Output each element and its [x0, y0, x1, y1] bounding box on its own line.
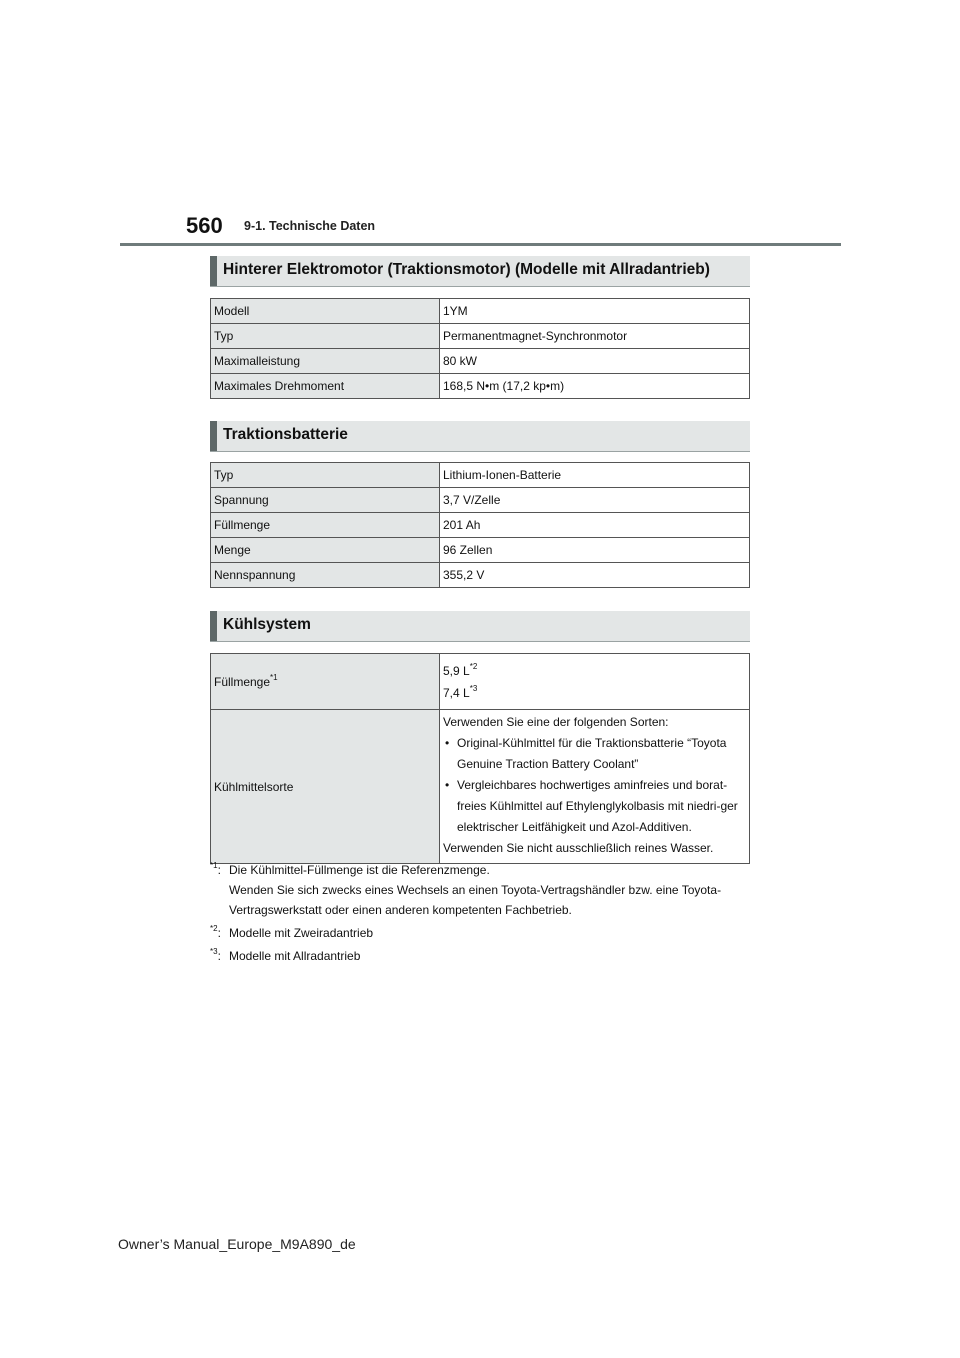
heading-accent-bar [210, 256, 217, 286]
row-label: Maximalleistung [211, 349, 440, 374]
rear-motor-heading [210, 256, 750, 287]
coolant-warning: Verwenden Sie nicht ausschließlich reines Wasser. [443, 841, 714, 855]
row-value: 201 Ah [440, 513, 750, 538]
footnote-text: Die Kühlmittel-Füllmenge ist die Referenzmenge. [229, 863, 490, 877]
row-label: Modell [211, 299, 440, 324]
footnote [210, 946, 750, 966]
table-row [211, 654, 750, 710]
cooling-table [210, 653, 750, 864]
table-row [211, 374, 750, 399]
cooling-title: Kühlsystem [223, 616, 311, 633]
footnote-number: *3 [210, 947, 218, 956]
list-item: • Vergleichbares hochwertiges aminfreies und borat-freies Kühlmittel auf Ethylenglykolbasis mit niedri-ger elektrischer Leitfähigkeit und Azol-Additiven. [443, 775, 746, 838]
table-row [211, 324, 750, 349]
row-value: Permanentmagnet-Synchronmotor [440, 324, 750, 349]
row-label: Typ [211, 463, 440, 488]
header-divider [120, 243, 841, 246]
capacity-value-text: 7,4 L [443, 685, 470, 700]
footnote-ref: *1 [270, 672, 278, 682]
row-value: 355,2 V [440, 563, 750, 588]
capacity-label: Füllmenge [214, 674, 271, 689]
battery-table [210, 462, 750, 588]
row-value: 3,7 V/Zelle [440, 488, 750, 513]
table-row [211, 563, 750, 588]
table-row [211, 463, 750, 488]
row-value: 1YM [440, 299, 750, 324]
list-item: • Original-Kühlmittel für die Traktionsbatterie “Toyota Genuine Traction Battery Coolant” [443, 733, 746, 775]
row-value: Lithium-Ionen-Batterie [440, 463, 750, 488]
row-label: Füllmenge [211, 513, 440, 538]
row-value: 96 Zellen [440, 538, 750, 563]
table-row [211, 710, 750, 864]
section-title: 9-1. Technische Daten [244, 219, 376, 233]
row-label: Typ [211, 324, 440, 349]
rear-motor-title: Hinterer Elektromotor (Traktionsmotor) (Modelle mit Allradantrieb) [223, 261, 710, 278]
row-label: Kühlmittelsorte [211, 710, 440, 864]
capacity-value-4wd [443, 682, 746, 704]
table-row [211, 513, 750, 538]
page-footer: Owner’s Manual_Europe_M9A890_de [118, 1236, 356, 1252]
row-label [211, 654, 440, 710]
battery-title: Traktionsbatterie [223, 426, 348, 443]
row-value: 80 kW [440, 349, 750, 374]
row-value [440, 654, 750, 710]
footnote-mark: $^{*2}$: [210, 924, 221, 940]
footnote-text: Wenden Sie sich zwecks eines Wechsels an einen Toyota-Vertragshändler bzw. eine Toyota-Vertragswerkstatt oder einen anderen kompetenten Fachbetrieb. [229, 883, 722, 917]
capacity-value-text: 5,9 L [443, 663, 470, 678]
table-row [211, 299, 750, 324]
footnote-ref: *3 [469, 683, 478, 693]
cooling-heading [210, 611, 750, 642]
footnotes [210, 860, 750, 969]
table-row [211, 488, 750, 513]
footnote-text: Modelle mit Zweiradantrieb [229, 926, 374, 940]
table-row [211, 349, 750, 374]
row-label: Maximales Drehmoment [211, 374, 440, 399]
footnote-number: *2 [210, 924, 218, 933]
row-value: 168,5 N•m (17,2 kp•m) [440, 374, 750, 399]
footnote-mark: $^{*3}$: [210, 947, 221, 963]
coolant-intro: Verwenden Sie eine der folgenden Sorten: [443, 715, 669, 729]
row-label: Spannung [211, 488, 440, 513]
footnote-mark: $^{*1}$: [210, 861, 221, 877]
coolant-spec [443, 710, 746, 863]
capacity-value-2wd [443, 660, 746, 682]
footnote-text: Modelle mit Allradantrieb [229, 949, 361, 963]
footnote [210, 860, 750, 920]
heading-accent-bar [210, 611, 217, 641]
row-label: Menge [211, 538, 440, 563]
footnote-number: *1 [210, 861, 218, 870]
row-value [440, 710, 750, 864]
table-row [211, 538, 750, 563]
page-number: 560 [186, 213, 223, 238]
footnote [210, 923, 750, 943]
heading-accent-bar [210, 421, 217, 451]
battery-heading [210, 421, 750, 452]
footnote-ref: *2 [469, 661, 478, 671]
rear-motor-table [210, 298, 750, 399]
row-label: Nennspannung [211, 563, 440, 588]
